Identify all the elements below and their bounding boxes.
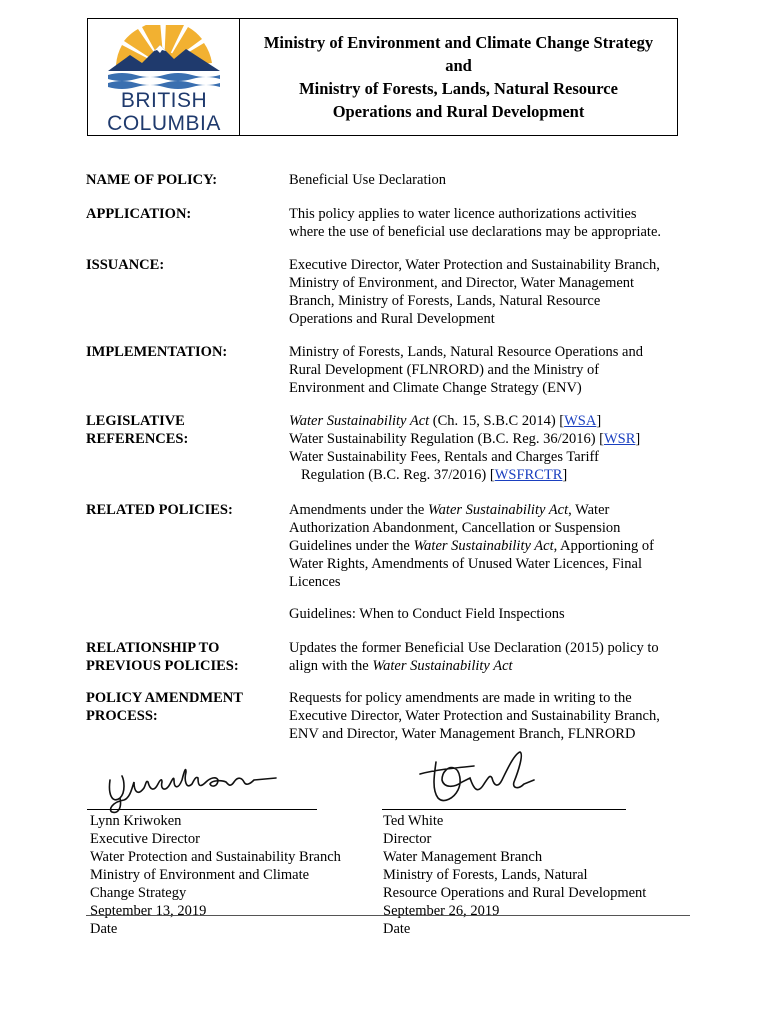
relationship-value (289, 639, 689, 675)
signatory-title: Director (383, 831, 432, 847)
text-line: Executive Director, Water Protection and Sustainability Branch, (289, 257, 660, 273)
text: align with the (289, 658, 373, 674)
ref-bracket: ] (635, 431, 641, 447)
text: Guidelines under the (289, 538, 414, 554)
signatory-ministry: Change Strategy (90, 885, 187, 901)
ministry-title-line: Operations and Rural Development (332, 102, 585, 121)
ministry-title-line: Ministry of Environment and Climate Change Strategy (263, 33, 654, 52)
wsfrctr-link[interactable]: WSFRCTR (494, 467, 563, 483)
act-title: Water Sustainability Act (289, 413, 430, 429)
text-line: Licences (289, 574, 341, 590)
ref-bracket: ] (562, 467, 568, 483)
signatory-ministry: Resource Operations and Rural Development (383, 885, 647, 901)
ref-text: (Ch. 15, S.B.C 2014) [ (429, 413, 565, 429)
bc-logo (88, 19, 240, 135)
text-line: where the use of beneficial use declarations may be appropriate. (289, 224, 662, 240)
signatory-title: Executive Director (90, 831, 200, 847)
signatory-ministry: Ministry of Environment and Climate (90, 867, 310, 883)
wsr-link[interactable]: WSR (603, 431, 636, 447)
text-line: Requests for policy amendments are made in writing to the (289, 690, 632, 706)
ref-text: Water Sustainability Regulation (B.C. Reg. 36/2016) [ (289, 431, 604, 447)
act-title: Water Sustainability Act (413, 538, 554, 554)
signatory-name: Lynn Kriwoken (90, 813, 182, 829)
text-line: Ministry of Environment, and Director, Water Management (289, 275, 635, 291)
text-line: This policy applies to water licence authorizations activities (289, 206, 637, 222)
signatory-ministry: Ministry of Forests, Lands, Natural (383, 867, 588, 883)
text-line: Operations and Rural Development (289, 311, 495, 327)
label-line: LEGISLATIVE (86, 413, 185, 429)
text-line: ENV and Director, Water Management Branch, FLNRORD (289, 726, 636, 742)
text: , Water (568, 502, 610, 518)
application-label: APPLICATION: (86, 206, 192, 222)
text-line: Branch, Ministry of Forests, Lands, Natural Resource (289, 293, 601, 309)
issuance-value (289, 256, 689, 328)
ministry-title-line: and (445, 56, 472, 75)
guidelines-value: Guidelines: When to Conduct Field Inspections (289, 606, 565, 622)
logo-text-british: BRITISH (120, 89, 208, 112)
text-line: Ministry of Forests, Lands, Natural Resource Operations and (289, 344, 643, 360)
amendment-value (289, 689, 689, 743)
signature-date: September 13, 2019 (90, 903, 207, 919)
left-signatory (90, 812, 341, 938)
application-value (289, 205, 689, 241)
implementation-label: IMPLEMENTATION: (86, 344, 228, 360)
reference-wsr (289, 430, 689, 448)
policy-name-label: NAME OF POLICY: (86, 172, 218, 188)
date-label: Date (383, 921, 411, 937)
logo-text-columbia: COLUMBIA (107, 112, 221, 135)
signatory-name: Ted White (383, 813, 444, 829)
relationship-label (86, 639, 286, 675)
text-line: Updates the former Beneficial Use Declaration (2015) policy to (289, 640, 659, 656)
date-label: Date (90, 921, 118, 937)
related-policies-label: RELATED POLICIES: (86, 502, 233, 518)
text-line (289, 657, 689, 675)
wsa-link[interactable]: WSA (564, 413, 597, 429)
ministry-title (240, 19, 677, 135)
text-line: Water Rights, Amendments of Unused Water Licences, Final (289, 556, 642, 572)
label-line: RELATIONSHIP TO (86, 640, 220, 656)
label-line: PROCESS: (86, 708, 158, 724)
text-line: Environment and Climate Change Strategy (ENV) (289, 380, 582, 396)
right-signatory (383, 812, 646, 938)
bc-sun-mountain-icon (108, 25, 220, 91)
label-line: POLICY AMENDMENT (86, 690, 243, 706)
reference-wsfrctr-line1: Water Sustainability Fees, Rentals and Charges Tariff (289, 449, 599, 465)
signature-date: September 26, 2019 (383, 903, 500, 919)
right-signature-line (382, 809, 626, 810)
reference-wsfrctr-line2 (289, 466, 689, 484)
text-line: Authorization Abandonment, Cancellation or Suspension (289, 520, 621, 536)
legislative-value (289, 412, 689, 484)
ted-white-signature (414, 748, 544, 808)
reference-wsa (289, 412, 689, 430)
document-header (87, 18, 678, 136)
ref-bracket: ] (596, 413, 602, 429)
label-line: REFERENCES: (86, 431, 189, 447)
issuance-label: ISSUANCE: (86, 257, 165, 273)
signatory-branch: Water Protection and Sustainability Branch (90, 849, 341, 865)
act-title: Water Sustainability Act (372, 658, 513, 674)
label-line: PREVIOUS POLICIES: (86, 658, 239, 674)
legislative-label (86, 412, 286, 448)
ref-text: Regulation (B.C. Reg. 37/2016) [ (301, 467, 495, 483)
act-title: Water Sustainability Act (427, 502, 569, 518)
date-rule (86, 915, 690, 916)
text-line (289, 537, 689, 555)
signatory-branch: Water Management Branch (383, 849, 543, 865)
text: Amendments under the (289, 502, 428, 518)
policy-name-value: Beneficial Use Declaration (289, 172, 447, 188)
ministry-title-line: Ministry of Forests, Lands, Natural Resource (299, 79, 618, 98)
text-line: Rural Development (FLNRORD) and the Ministry of (289, 362, 600, 378)
implementation-value (289, 343, 689, 397)
lynn-kriwoken-signature (100, 758, 290, 816)
related-policies-value (289, 501, 689, 591)
text-line (289, 501, 689, 519)
amendment-label (86, 689, 286, 725)
text: , Apportioning of (553, 538, 654, 554)
text-line: Executive Director, Water Protection and Sustainability Branch, (289, 708, 660, 724)
left-signature-line (87, 809, 317, 810)
